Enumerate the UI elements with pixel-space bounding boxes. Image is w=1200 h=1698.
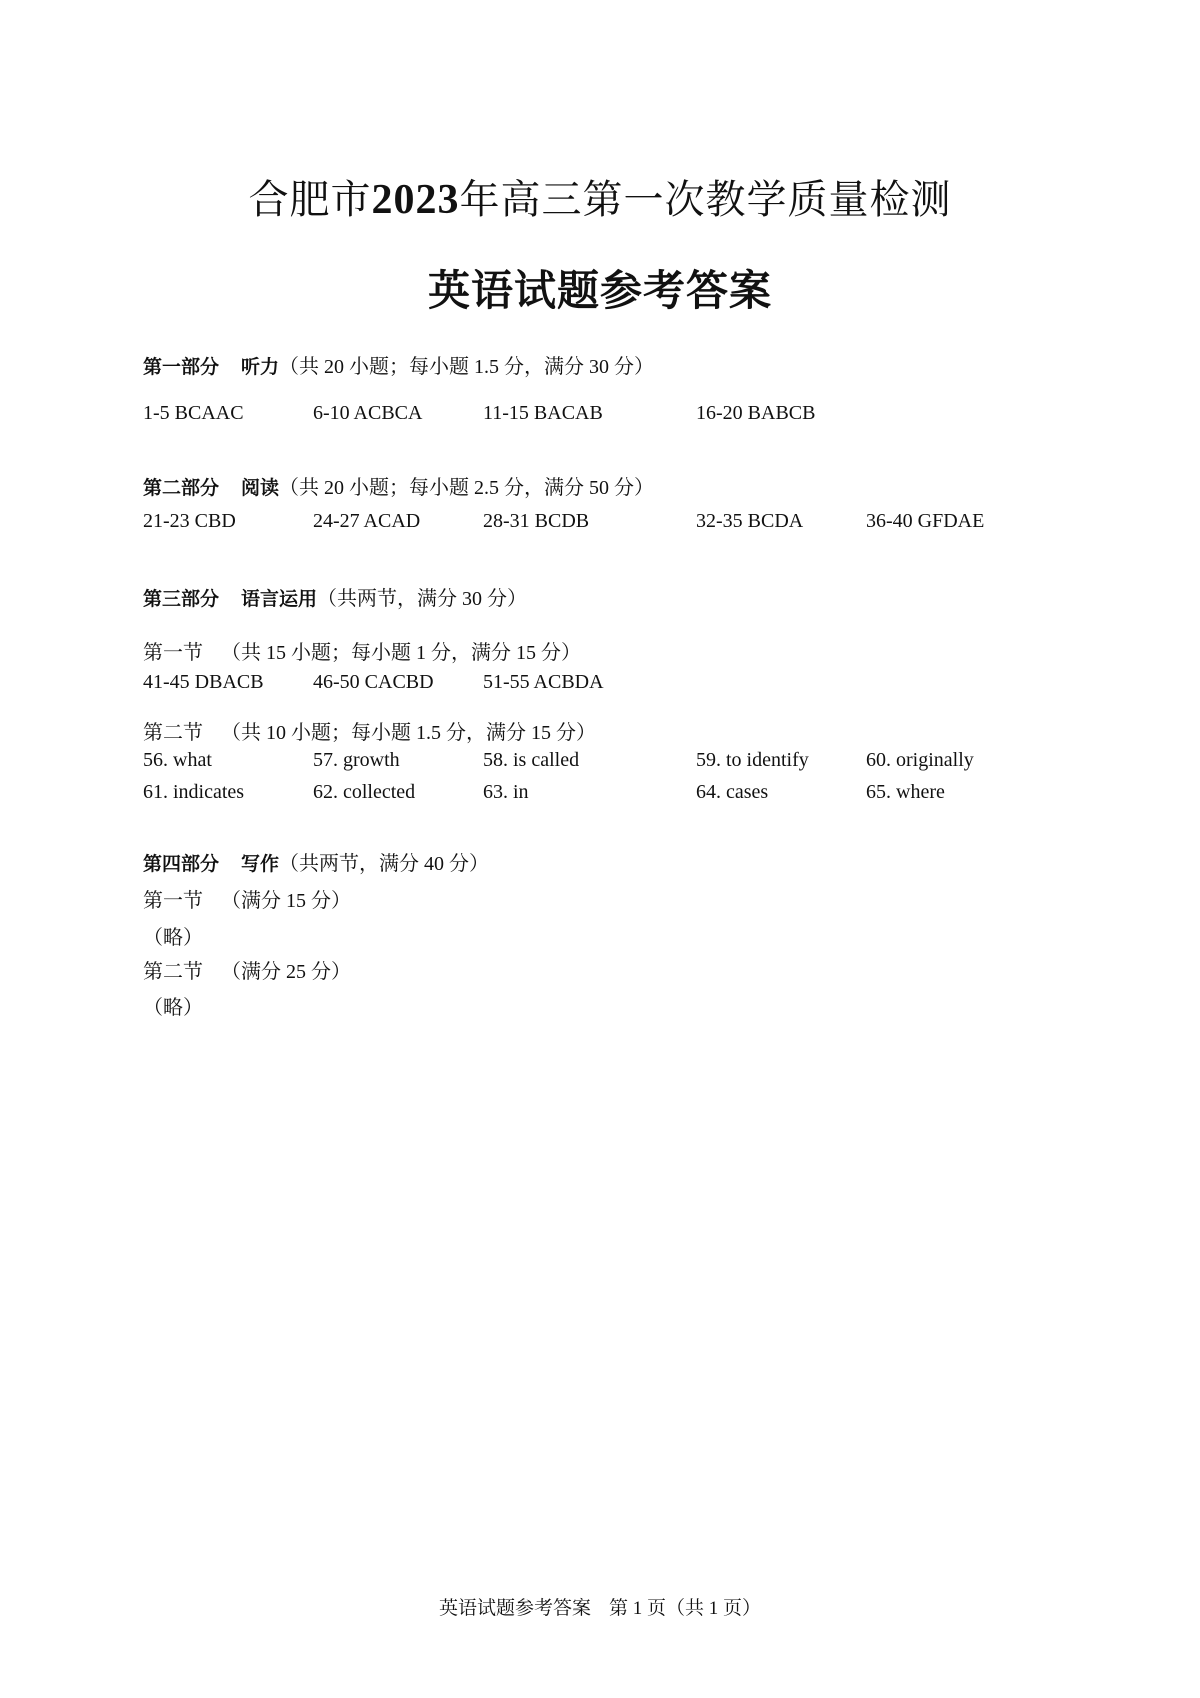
title-prefix: 合肥市: [248, 177, 372, 223]
part2-note: （共 20 小题；每小题 2.5 分，满分 50 分）: [279, 477, 655, 499]
part1-label: 第一部分: [143, 356, 220, 378]
answer-item: 63. in: [483, 781, 529, 803]
part3-note: （共两节，满分 30 分）: [317, 588, 528, 610]
document-title: [0, 168, 1200, 225]
part4-heading: [143, 847, 489, 876]
part1-heading: [143, 350, 654, 379]
answer-item: 60. originally: [866, 749, 974, 771]
answer-item: 57. growth: [313, 749, 400, 771]
part4-section2-content: （略）: [143, 997, 203, 1019]
part1-answers: [0, 402, 1200, 430]
answer-group: 6-10 ACBCA: [313, 402, 423, 424]
part2-answers: [0, 510, 1200, 538]
title-suffix: 年高三第一次教学质量检测: [459, 177, 952, 223]
answer-item: 64. cases: [696, 781, 769, 803]
part3-section2-heading: [143, 716, 596, 745]
answer-group: 46-50 CACBD: [313, 671, 434, 693]
answer-item: 61. indicates: [143, 781, 245, 803]
answer-item: 65. where: [866, 781, 945, 803]
part3-section1-heading: [143, 636, 581, 665]
part3-section2-row1: [0, 749, 1200, 777]
part4-name: 写作: [241, 853, 280, 875]
part4-label: 第四部分: [143, 853, 220, 875]
part4-section1-heading: [143, 884, 351, 913]
answer-group: 36-40 GFDAE: [866, 510, 985, 532]
answer-group: 32-35 BCDA: [696, 510, 804, 532]
section-label: 第二节: [143, 722, 203, 744]
part4-note: （共两节，满分 40 分）: [279, 853, 490, 875]
footer-doc-title: 英语试题参考答案: [438, 1598, 591, 1619]
answer-group: 16-20 BABCB: [696, 402, 816, 424]
part3-section2-row2: [0, 781, 1200, 809]
section-note: （共 10 小题；每小题 1.5 分，满分 15 分）: [221, 722, 596, 744]
section-label: 第二节: [143, 961, 203, 983]
section-note: （共 15 小题；每小题 1 分，满分 15 分）: [221, 642, 581, 664]
part2-label: 第二部分: [143, 477, 220, 499]
answer-item: 59. to identify: [696, 749, 809, 771]
part4-section1-content: （略）: [143, 927, 203, 949]
answer-group: 51-55 ACBDA: [483, 671, 604, 693]
answer-item: 56. what: [143, 749, 212, 771]
section-note: （满分 25 分）: [221, 961, 351, 983]
section-note: （满分 15 分）: [221, 890, 351, 912]
part2-heading: [143, 471, 654, 500]
answer-group: 21-23 CBD: [143, 510, 236, 532]
part3-heading: [143, 582, 527, 611]
answer-group: 1-5 BCAAC: [143, 402, 244, 424]
answer-item: 62. collected: [313, 781, 416, 803]
part3-section1-answers: [0, 671, 1200, 699]
part3-name: 语言运用: [241, 588, 318, 610]
part4-section2-heading: [143, 955, 351, 984]
part1-name: 听力: [241, 356, 280, 378]
answer-group: 41-45 DBACB: [143, 671, 264, 693]
part1-note: （共 20 小题；每小题 1.5 分，满分 30 分）: [279, 356, 655, 378]
document-subtitle: 英语试题参考答案: [427, 266, 772, 315]
section-label: 第一节: [143, 890, 203, 912]
title-year: 2023: [371, 177, 460, 223]
footer-page-number: 第 1 页（共 1 页）: [609, 1598, 762, 1619]
answer-group: 28-31 BCDB: [483, 510, 590, 532]
part3-label: 第三部分: [143, 588, 220, 610]
section-label: 第一节: [143, 642, 203, 664]
answer-group: 24-27 ACAD: [313, 510, 421, 532]
page-footer: [0, 1593, 1200, 1620]
part2-name: 阅读: [241, 477, 280, 499]
answer-item: 58. is called: [483, 749, 580, 771]
answer-group: 11-15 BACAB: [483, 402, 603, 424]
